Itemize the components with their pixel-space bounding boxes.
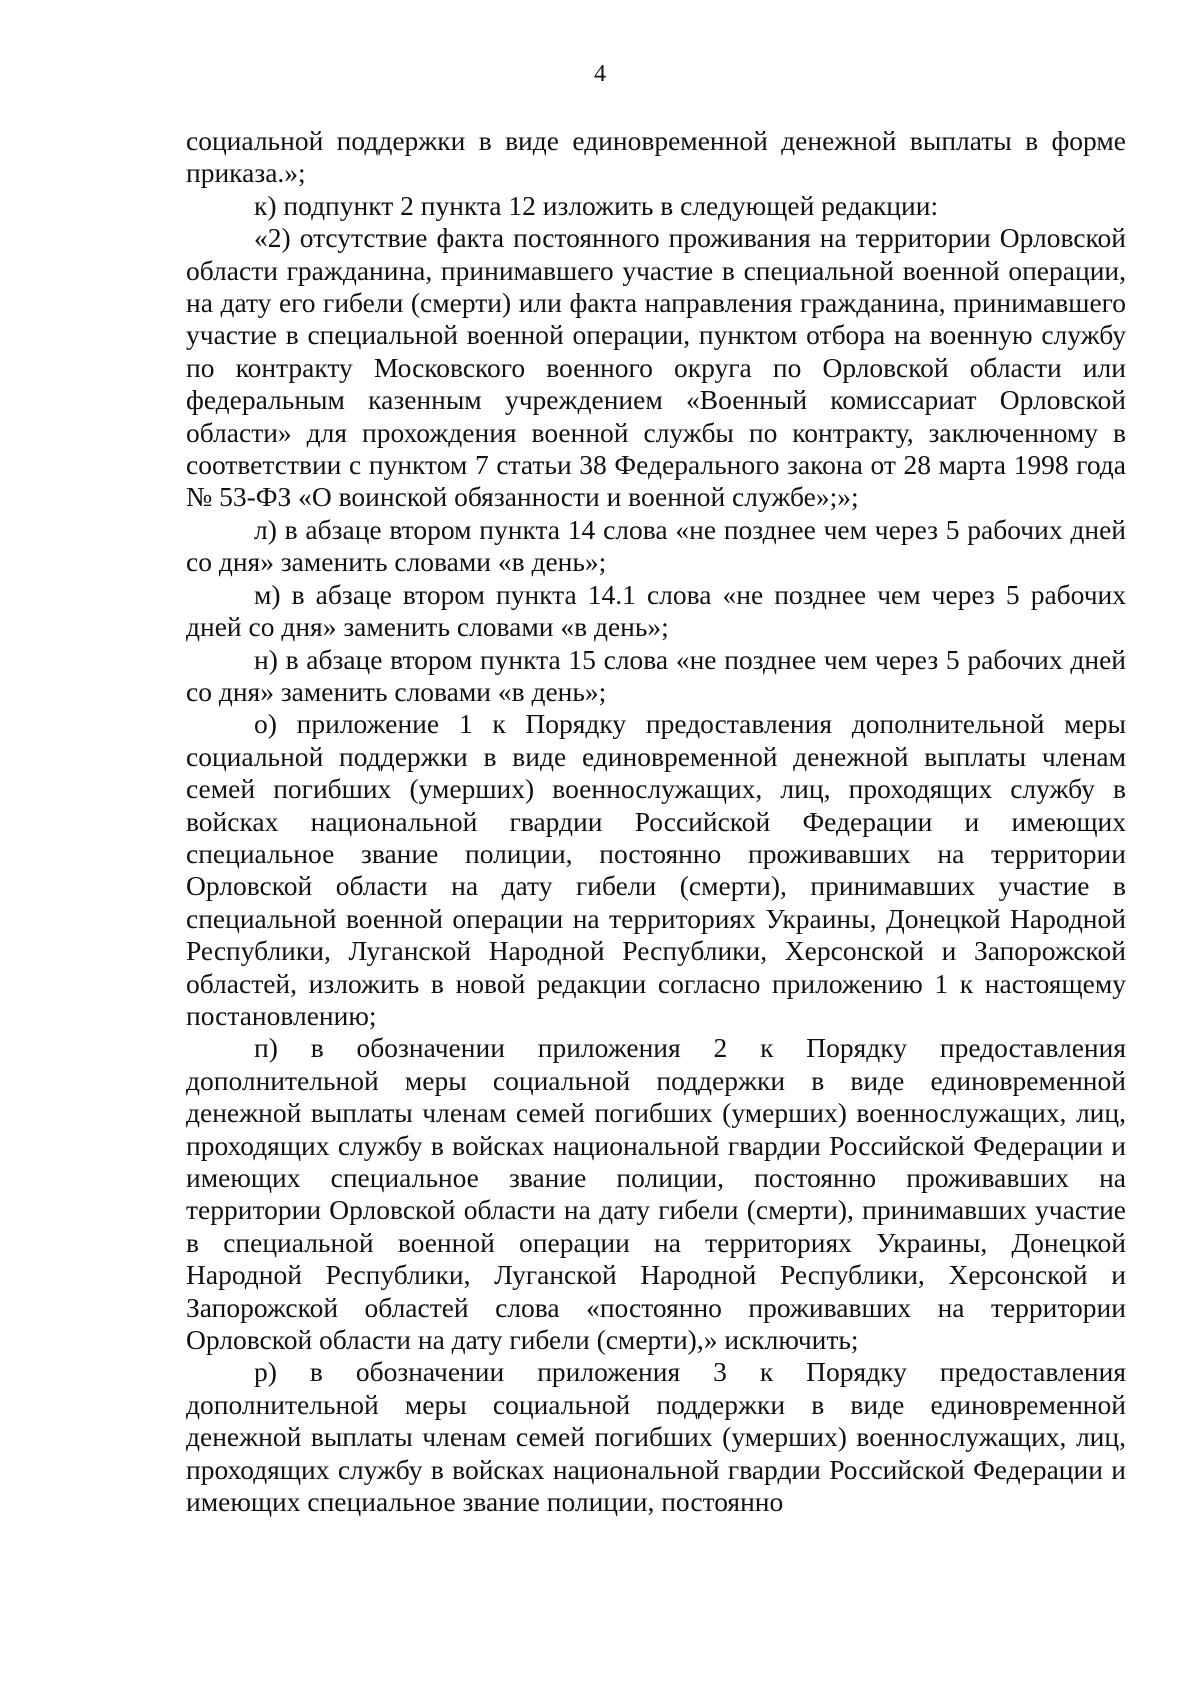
page-number: 4: [594, 61, 606, 87]
paragraph-r: р) в обозначении приложения 3 к Порядку предоставления дополнительной меры социальной поддержки в виде единовременной денежной выплаты членам семей погибших (умерших) военнослужащих, лиц, проходящих службу в войсках национальной гвардии Российской Федерации и имеющих специальное звание полиции, постоянно: [186, 1356, 1126, 1518]
paragraph-k: к) подпункт 2 пункта 12 изложить в следующей редакции:: [254, 189, 939, 221]
paragraph-continuation: социальной поддержки в виде единовременной денежной выплаты в форме приказа.»;: [186, 125, 1126, 189]
paragraph-m: м) в абзаце втором пункта 14.1 слова «не позднее чем через 5 рабочих дней со дня» заменить словами «в день»;: [186, 578, 1126, 643]
paragraph-l: л) в абзаце втором пункта 14 слова «не позднее чем через 5 рабочих дней со дня» заменить словами «в день»;: [186, 513, 1126, 578]
paragraph-p: п) в обозначении приложения 2 к Порядку предоставления дополнительной меры социальной поддержки в виде единовременной денежной выплаты членам семей погибших (умерших) военнослужащих, лиц, проходящих службу в войсках национальной гвардии Российской Федерации и имеющих специальное звание полиции, постоянно проживавших на территории Орловской области на дату гибели (смерти), принимавших участие в специальной военной операции на территориях Украины, Донецкой Народной Республики, Луганской Народной Республики, Херсонской и Запорожской областей слова «постоянно проживавших на территории Орловской области на дату гибели (смерти),» исключить;: [186, 1032, 1126, 1356]
paragraph-o: о) приложение 1 к Порядку предоставления дополнительной меры социальной поддержки в виде единовременной денежной выплаты членам семей погибших (умерших) военнослужащих, лиц, проходящих службу в войсках национальной гвардии Российской Федерации и имеющих специальное звание полиции, постоянно проживавших на территории Орловской области на дату гибели (смерти), принимавших участие в специальной военной операции на территориях Украины, Донецкой Народной Республики, Луганской Народной Республики, Херсонской и Запорожской областей, изложить в новой редакции согласно приложению 1 к настоящему постановлению;: [186, 708, 1126, 1031]
paragraph-n: н) в абзаце втором пункта 15 слова «не позднее чем через 5 рабочих дней со дня» заменить словами «в день»;: [186, 643, 1126, 707]
document-body: [186, 125, 1126, 1518]
paragraph-k-subitem-2: «2) отсутствие факта постоянного проживания на территории Орловской области гражданина, принимавшего участие в специальной военной операции, на дату его гибели (смерти) или факта направления гражданина, принимавшего участие в специальной военной операции, пунктом отбора на военную службу по контракту Московского военного округа по Орловской области или федеральным казенным учреждением «Военный комиссариат Орловской области» для прохождения военной службы по контракту, заключенному в соответствии с пунктом 7 статьи 38 Федерального закона от 28 марта 1998 года № 53-ФЗ «О воинской обязанности и военной службе»;»;: [186, 222, 1126, 513]
